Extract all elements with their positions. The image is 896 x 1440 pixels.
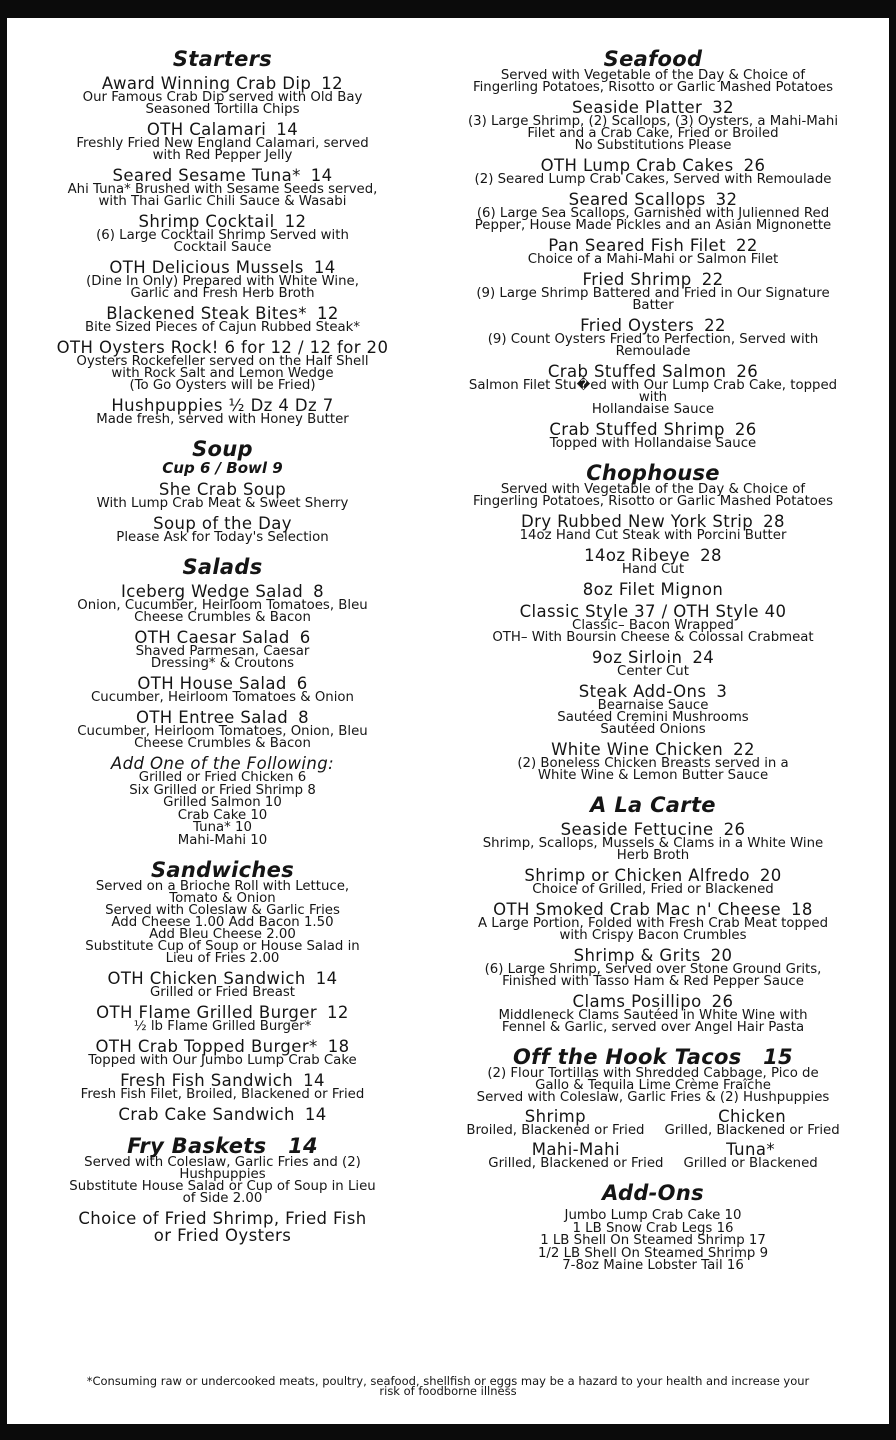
- menu-item: [20, 1106, 425, 1123]
- menu-item: [20, 397, 425, 426]
- menu-item-desc: with Thai Garlic Chili Sauce & Wasabi: [98, 194, 347, 209]
- menu-item-title: OTH Delicious Mussels: [109, 258, 304, 277]
- menu-item-desc: (To Go Oysters will be Fried): [129, 378, 316, 393]
- section-title: Starters: [172, 47, 273, 71]
- menu-item-desc: (Dine In Only) Prepared with White Wine,: [86, 274, 359, 289]
- text-line: 1/2 LB Shell On Steamed Shrimp 9: [537, 1245, 769, 1261]
- fry-baskets-section: [20, 1135, 425, 1244]
- menu-item-desc: Herb Broth: [616, 848, 690, 863]
- menu-item-title: Fried Shrimp: [582, 270, 692, 289]
- fry-baskets-price: 14: [288, 1134, 318, 1158]
- menu-item: [418, 683, 888, 736]
- menu-item: [20, 629, 425, 670]
- menu-item-title: She Crab Soup: [158, 480, 287, 499]
- menu-item-title: Award Winning Crab Dip: [101, 74, 312, 93]
- tacos-section: [418, 1046, 888, 1170]
- text-line: (2) Flour Tortillas with Shredded Cabbage, Pico de: [487, 1066, 819, 1081]
- menu-item: [418, 867, 888, 896]
- menu-item-price: 6: [296, 674, 308, 693]
- text-line: Substitute House Salad or Cup of Soup in Lieu: [69, 1179, 376, 1194]
- section-title: Seafood: [603, 47, 703, 71]
- soup-sizes: Cup 6 / Bowl 9: [162, 459, 283, 477]
- fry-baskets-notes: [20, 1157, 425, 1205]
- menu-item-price: 22: [704, 316, 726, 335]
- menu-item: [418, 191, 888, 232]
- menu-item: [20, 213, 425, 254]
- menu-item-desc: Please Ask for Today's Selection: [116, 530, 329, 545]
- menu-item-desc: with Red Pepper Jelly: [152, 148, 293, 163]
- menu-item-desc: Our Famous Crab Dip served with Old Bay: [82, 90, 363, 105]
- menu-item: [20, 339, 425, 392]
- tacos-options-row-1: [418, 1108, 888, 1137]
- sandwiches-items: [20, 970, 425, 1123]
- menu-item-desc: (2) Seared Lump Crab Cakes, Served with Remoulade: [474, 172, 832, 187]
- menu-item: [20, 121, 425, 162]
- chophouse-items: [418, 513, 888, 782]
- text-line: 7-8oz Maine Lobster Tail 16: [562, 1258, 744, 1273]
- menu-item-title: White Wine Chicken: [551, 740, 724, 759]
- menu-item: [418, 99, 888, 152]
- menu-item-price: 12: [316, 304, 339, 323]
- menu-item-title: Seared Scallops: [568, 190, 706, 209]
- menu-item-title: Pan Seared Fish Filet: [548, 236, 726, 255]
- text-line: or Fried Oysters: [153, 1226, 292, 1245]
- menu-item-title: Fried Oysters: [580, 316, 695, 335]
- sandwiches-notes: [20, 881, 425, 965]
- menu-item-title: Seaside Fettucine: [560, 820, 714, 839]
- menu-item-title: OTH Crab Topped Burger*: [95, 1037, 318, 1056]
- menu-item-desc: Filet and a Crab Cake, Fried or Broiled: [527, 126, 779, 141]
- menu-item-price: 22: [733, 740, 755, 759]
- menu-item-desc: Cocktail Sauce: [173, 240, 272, 255]
- menu-item-title: OTH Oysters Rock! 6 for 12 / 12 for 20: [56, 338, 389, 357]
- menu-item-desc: (3) Large Shrimp, (2) Scallops, (3) Oysters, a Mahi-Mahi: [467, 114, 839, 129]
- menu-item-desc: Made fresh, served with Honey Butter: [96, 412, 349, 427]
- menu-item-desc: with Rock Salt and Lemon Wedge: [111, 366, 334, 381]
- tacos-title: Off the Hook Tacos: [513, 1045, 742, 1069]
- menu-item-price: 28: [700, 546, 722, 565]
- menu-item-title: Soup of the Day: [153, 514, 292, 533]
- text-line: Substitute Cup of Soup or House Salad in: [85, 939, 360, 954]
- section-title: Soup: [192, 437, 253, 461]
- text-line: Choice of Fried Shrimp, Fried Fish: [78, 1209, 367, 1228]
- menu-item-title: Iceberg Wedge Salad: [120, 582, 304, 601]
- menu-item-title: OTH Smoked Crab Mac n' Cheese: [493, 900, 782, 919]
- menu-item-title: Crab Stuffed Shrimp: [549, 420, 725, 439]
- menu-item-title: Shrimp or Chicken Alfredo: [524, 866, 750, 885]
- menu-item-desc: Cheese Crumbles & Bacon: [134, 610, 311, 625]
- taco-option-desc: Broiled, Blackened or Fried: [466, 1123, 645, 1138]
- text-line: Fingerling Potatoes, Risotto or Garlic Mashed Potatoes: [472, 80, 834, 95]
- frame-left: [0, 0, 7, 1440]
- menu-item-desc: (9) Count Oysters Fried to Perfection, Served with: [487, 332, 819, 347]
- text-line: Hushpuppies: [179, 1167, 266, 1182]
- menu-item-desc: Choice of a Mahi-Mahi or Salmon Filet: [527, 252, 779, 267]
- text-line: Fingerling Potatoes, Risotto or Garlic Mashed Potatoes: [472, 494, 834, 509]
- addons-section: [418, 1182, 888, 1273]
- menu-item: [418, 317, 888, 358]
- taco-option-desc: Grilled or Blackened: [683, 1156, 818, 1171]
- section-title: Salads: [182, 555, 263, 579]
- menu-item-desc: Oysters Rockefeller served on the Half Shell: [76, 354, 369, 369]
- left-column: [20, 48, 425, 1256]
- text-line: Six Grilled or Fried Shrimp 8: [129, 782, 316, 798]
- seafood-section: [418, 48, 888, 450]
- menu-item-desc: Grilled or Fried Breast: [150, 985, 295, 1000]
- soup-section: [20, 438, 425, 544]
- menu-item-price: 22: [735, 236, 758, 255]
- menu-item: [418, 821, 888, 862]
- text-line: Lieu of Fries 2.00: [165, 951, 280, 966]
- menu-item-title: OTH Caesar Salad: [134, 628, 290, 647]
- menu-item-price: 14: [304, 1105, 327, 1124]
- menu-item-desc: (9) Large Shrimp Battered and Fried in Our Signature: [476, 286, 830, 301]
- salad-addons-list: [20, 772, 425, 847]
- menu-item-price: 3: [716, 682, 728, 701]
- soup-items: [20, 481, 425, 544]
- text-line: Tuna* 10: [193, 820, 252, 835]
- menu-item: [20, 515, 425, 544]
- menu-item-desc: OTH– With Boursin Cheese & Colossal Crabmeat: [492, 630, 814, 645]
- text-line: Grilled Salmon 10: [163, 795, 282, 810]
- footer-line-2: risk of foodborne illness: [379, 1384, 517, 1398]
- menu-item-desc: Bite Sized Pieces of Cajun Rubbed Steak*: [84, 320, 361, 335]
- menu-item-desc: Topped with Our Jumbo Lump Crab Cake: [88, 1053, 357, 1068]
- menu-item-price: 26: [734, 420, 757, 439]
- menu-item-desc: (6) Large Sea Scallops, Garnished with Julienned Red: [476, 206, 830, 221]
- text-line: 1 LB Snow Crab Legs 16: [572, 1220, 734, 1236]
- menu-item-price: 18: [791, 900, 813, 919]
- menu-item: [20, 305, 425, 334]
- menu-item-title: Shrimp Cocktail: [138, 212, 275, 231]
- footer-disclaimer: [30, 1376, 866, 1396]
- menu-item-desc: Salmon Filet Stu�ed with Our Lump Crab Cake, topped: [468, 378, 838, 393]
- menu-item-desc: Cheese Crumbles & Bacon: [134, 736, 311, 751]
- menu-item: [418, 271, 888, 312]
- seafood-notes: [418, 70, 888, 94]
- menu-item: [418, 901, 888, 942]
- text-line: Served on a Brioche Roll with Lettuce,: [95, 879, 350, 894]
- menu-item-desc: Ahi Tuna* Brushed with Sesame Seeds served,: [67, 182, 378, 197]
- section-title: [20, 1135, 425, 1157]
- alacarte-section: [418, 794, 888, 1034]
- menu-item-price: 14: [310, 166, 333, 185]
- menu-item-desc: Topped with Hollandaise Sauce: [549, 436, 757, 451]
- menu-item-desc: Shrimp, Scallops, Mussels & Clams in a White Wine: [482, 836, 824, 851]
- menu-item: [20, 970, 425, 999]
- menu-item: [418, 157, 888, 186]
- taco-option-desc: Grilled, Blackened or Fried: [488, 1156, 664, 1171]
- alacarte-items: [418, 821, 888, 1034]
- tacos-price: 15: [763, 1045, 793, 1069]
- menu-item-title: Steak Add-Ons: [578, 682, 707, 701]
- menu-item-price: 14: [303, 1071, 325, 1090]
- chophouse-section: [418, 462, 888, 782]
- menu-item-title: OTH Chicken Sandwich: [107, 969, 306, 988]
- menu-item-desc: Finished with Tasso Ham & Red Pepper Sauce: [502, 974, 804, 989]
- menu-item-desc: with Crispy Bacon Crumbles: [559, 928, 747, 943]
- menu-item-title: OTH Entree Salad: [135, 708, 289, 727]
- taco-option: [683, 1141, 817, 1170]
- menu-item-price: 12: [321, 74, 344, 93]
- menu-item-price: 6: [299, 628, 311, 647]
- menu-item-title: Dry Rubbed New York Strip: [521, 512, 754, 531]
- menu-item: [418, 581, 888, 598]
- section-title: Chophouse: [586, 461, 720, 485]
- menu-item-desc: Center Cut: [617, 664, 689, 679]
- menu-item-desc: Batter: [632, 298, 674, 313]
- menu-item: [20, 583, 425, 624]
- menu-item-desc: Freshly Fried New England Calamari, served: [76, 136, 369, 151]
- menu-item: [418, 513, 888, 542]
- text-line: Add Bleu Cheese 2.00: [149, 927, 296, 942]
- chophouse-notes: [418, 484, 888, 508]
- menu-item-price: 28: [763, 512, 785, 531]
- menu-item: [20, 259, 425, 300]
- menu-item: [20, 481, 425, 510]
- text-line: Add Cheese 1.00 Add Bacon 1.50: [111, 915, 334, 930]
- menu-item: [418, 993, 888, 1034]
- menu-item-desc: Sautéed Onions: [600, 722, 706, 737]
- menu-item-desc: (6) Large Shrimp, Served over Stone Ground Grits,: [484, 962, 822, 977]
- text-line: Served with Vegetable of the Day & Choice of: [500, 482, 806, 497]
- menu-item-price: 18: [327, 1037, 350, 1056]
- menu-item-desc: Garlic and Fresh Herb Broth: [130, 286, 315, 301]
- menu-item: [20, 1072, 425, 1101]
- menu-item: [20, 167, 425, 208]
- taco-option-desc: Grilled, Blackened or Fried: [664, 1123, 840, 1138]
- section-title: [418, 1046, 888, 1068]
- menu-item-desc: Onion, Cucumber, Heirloom Tomatoes, Bleu: [77, 598, 368, 613]
- taco-option-name: Shrimp: [524, 1107, 587, 1126]
- menu-item-desc: With Lump Crab Meat & Sweet Sherry: [96, 496, 349, 511]
- menu-item-title: 8oz Filet Mignon: [582, 580, 724, 599]
- menu-item-desc: Cucumber, Heirloom Tomatoes & Onion: [91, 690, 354, 705]
- fry-baskets-choice: [20, 1210, 425, 1244]
- text-line: Jumbo Lump Crab Cake 10: [564, 1208, 742, 1223]
- taco-option: [488, 1141, 663, 1170]
- menu-item-title: 14oz Ribeye: [584, 546, 691, 565]
- menu-item-title: Classic Style 37 / OTH Style 40: [519, 602, 787, 621]
- sandwiches-section: [20, 859, 425, 1123]
- taco-option: [466, 1108, 644, 1137]
- starters-section: [20, 48, 425, 426]
- menu-item-desc: Hand Cut: [621, 562, 685, 577]
- menu-item-price: 20: [759, 866, 782, 885]
- menu-item: [418, 603, 888, 644]
- text-line: Gallo & Tequila Lime Crème Fraîche: [535, 1078, 771, 1093]
- starters-items: [20, 75, 425, 426]
- menu-item-desc: Fresh Fish Filet, Broiled, Blackened or Fried: [80, 1087, 365, 1102]
- menu-item: [418, 237, 888, 266]
- menu-item-desc: with: [638, 390, 668, 405]
- menu-item-title: OTH Calamari: [146, 120, 267, 139]
- menu-item-title: OTH House Salad: [137, 674, 287, 693]
- menu-item: [20, 709, 425, 750]
- salad-addons-title: Add One of the Following:: [110, 754, 335, 773]
- menu-item-desc: Pepper, House Made Pickles and an Asian Mignonette: [474, 218, 832, 233]
- taco-option-name: Chicken: [718, 1107, 787, 1126]
- menu-item-price: 8: [298, 708, 310, 727]
- fry-baskets-title: Fry Baskets: [127, 1134, 267, 1158]
- text-line: Served with Coleslaw, Garlic Fries & (2) Hushpuppies: [476, 1090, 830, 1105]
- seafood-items: [418, 99, 888, 450]
- menu-item-title: Shrimp & Grits: [573, 946, 701, 965]
- menu-item-price: 20: [710, 946, 733, 965]
- text-line: Tomato & Onion: [169, 891, 276, 906]
- menu-item-desc: ½ lb Flame Grilled Burger*: [133, 1019, 312, 1034]
- section-title: Sandwiches: [150, 858, 295, 882]
- menu-item: [418, 547, 888, 576]
- menu-item-desc: Cucumber, Heirloom Tomatoes, Onion, Bleu: [77, 724, 368, 739]
- text-line: of Side 2.00: [182, 1191, 263, 1206]
- menu-item-desc: Choice of Grilled, Fried or Blackened: [532, 882, 774, 897]
- menu-item-title: Seaside Platter: [571, 98, 703, 117]
- menu-item: [418, 649, 888, 678]
- menu-item-title: 9oz Sirloin: [591, 648, 683, 667]
- menu-item: [418, 363, 888, 416]
- menu-item-desc: Sautéed Cremini Mushrooms: [557, 710, 749, 725]
- taco-option: [664, 1108, 839, 1137]
- frame-bottom: [0, 1424, 896, 1440]
- taco-option-name: Tuna*: [726, 1140, 776, 1159]
- menu-item-desc: Bearnaise Sauce: [597, 698, 709, 713]
- taco-option-name: Mahi-Mahi: [531, 1140, 621, 1159]
- menu-item-title: Seared Sesame Tuna*: [112, 166, 301, 185]
- frame-top: [0, 0, 896, 18]
- text-line: Mahi-Mahi 10: [177, 832, 268, 848]
- menu-item-price: 12: [327, 1003, 349, 1022]
- text-line: Crab Cake 10: [177, 807, 268, 823]
- footer-line-1: *Consuming raw or undercooked meats, poultry, seafood, shellfish or eggs may be a hazard to your health and increase your: [86, 1374, 810, 1388]
- menu-item-desc: Seasoned Tortilla Chips: [145, 102, 300, 117]
- addons-list: [418, 1210, 888, 1273]
- menu-item: [20, 1004, 425, 1033]
- menu-item-price: 26: [723, 820, 746, 839]
- menu-item-price: 24: [692, 648, 715, 667]
- menu-item: [418, 947, 888, 988]
- menu-item-desc: A Large Portion, Folded with Fresh Crab Meat topped: [477, 916, 829, 931]
- menu-item-price: 14: [315, 969, 338, 988]
- menu-item-title: OTH Flame Grilled Burger: [96, 1003, 318, 1022]
- section-title: A La Carte: [590, 793, 716, 817]
- menu-item-price: 26: [736, 362, 759, 381]
- menu-item-title: Crab Stuffed Salmon: [547, 362, 727, 381]
- menu-item-desc: (6) Large Cocktail Shrimp Served with: [96, 228, 349, 243]
- text-line: Grilled or Fried Chicken 6: [138, 770, 307, 785]
- menu-item-desc: No Substitutions Please: [574, 138, 732, 153]
- menu-item-name: [20, 1106, 425, 1123]
- menu-item-price: 22: [701, 270, 724, 289]
- salads-items: [20, 583, 425, 750]
- menu-item-desc: 14oz Hand Cut Steak with Porcini Butter: [519, 528, 787, 543]
- text-line: Served with Vegetable of the Day & Choice of: [500, 68, 806, 83]
- tacos-options-row-2: [418, 1141, 888, 1170]
- menu-item-desc: Classic– Bacon Wrapped: [572, 618, 734, 633]
- tacos-notes: [418, 1068, 888, 1104]
- menu-item-title: Fresh Fish Sandwich: [120, 1071, 294, 1090]
- menu-item-price: 32: [712, 98, 735, 117]
- menu-item-desc: Remoulade: [615, 344, 691, 359]
- menu-item: [418, 741, 888, 782]
- section-title: Add-Ons: [602, 1181, 704, 1205]
- menu-item-title: Crab Cake Sandwich: [118, 1105, 295, 1124]
- menu-item: [20, 75, 425, 116]
- menu-item-desc: Hollandaise Sauce: [591, 402, 715, 417]
- menu-item-desc: Shaved Parmesan, Caesar: [135, 644, 310, 659]
- menu-item-title: Blackened Steak Bites*: [106, 304, 307, 323]
- menu-item-price: 32: [715, 190, 738, 209]
- menu-item: [418, 421, 888, 450]
- text-line: 1 LB Shell On Steamed Shrimp 17: [540, 1233, 766, 1248]
- menu-item-title: Clams Posillipo: [572, 992, 702, 1011]
- text-line: Served with Coleslaw, Garlic Fries and (2): [84, 1155, 361, 1170]
- menu-item-price: 26: [711, 992, 734, 1011]
- menu-item-desc: (2) Boneless Chicken Breasts served in a: [517, 756, 789, 771]
- menu-item-price: 14: [276, 120, 299, 139]
- menu-item-desc: Fennel & Garlic, served over Angel Hair Pasta: [501, 1020, 805, 1035]
- menu-item: [20, 675, 425, 704]
- menu-item-title: Hushpuppies ½ Dz 4 Dz 7: [111, 396, 334, 415]
- text-line: Served with Coleslaw & Garlic Fries: [105, 903, 340, 918]
- menu-item-price: 14: [313, 258, 336, 277]
- menu-item-desc: Middleneck Clams Sautéed in White Wine with: [498, 1008, 808, 1023]
- frame-right: [889, 0, 896, 1440]
- menu-item-title: OTH Lump Crab Cakes: [540, 156, 734, 175]
- menu-item-price: 26: [743, 156, 766, 175]
- salad-addons: [20, 755, 425, 847]
- menu-item-desc: White Wine & Lemon Butter Sauce: [537, 768, 769, 783]
- menu-item-price: 8: [313, 582, 325, 601]
- right-column: [418, 48, 888, 1285]
- salads-section: [20, 556, 425, 847]
- menu-item-desc: Dressing* & Croutons: [150, 656, 295, 671]
- menu-item: [20, 1038, 425, 1067]
- menu-item-name: [418, 581, 888, 598]
- menu-item-price: 12: [284, 212, 307, 231]
